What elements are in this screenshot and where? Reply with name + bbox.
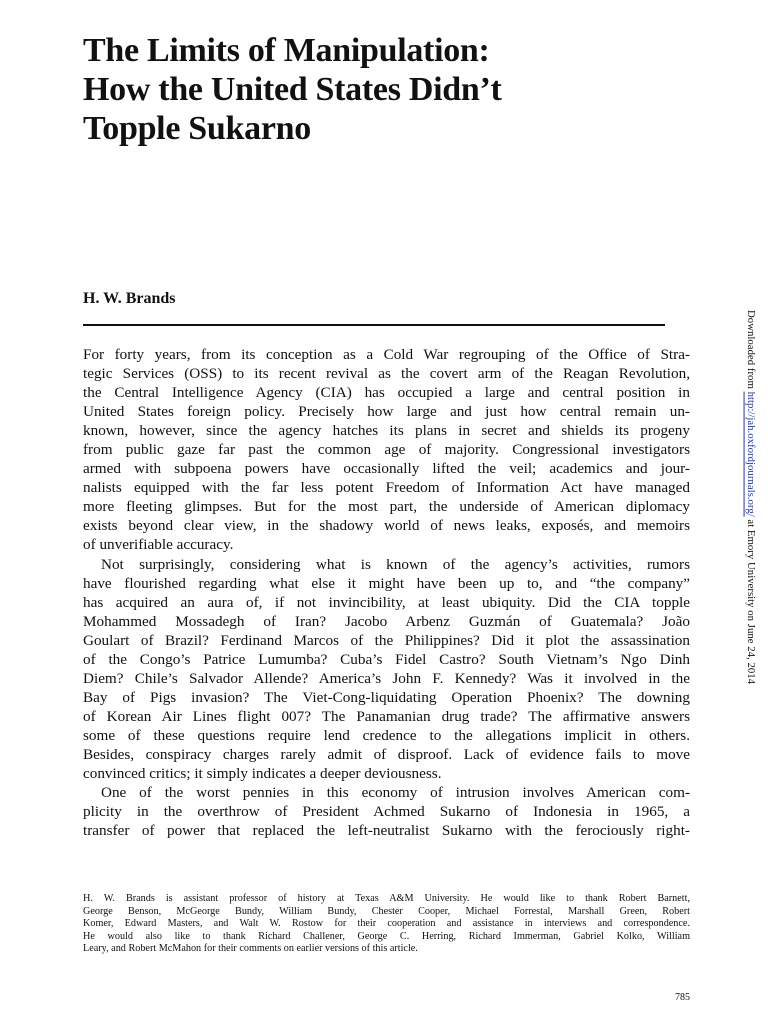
footnote-line: George Benson, McGeorge Bundy, William Bundy, Chester Cooper, Michael Forrestal, Marshall Green, Robert [83,905,690,917]
body-line: known, however, since the agency hatches its plans in secret and shields its progeny [83,422,690,440]
journal-link[interactable]: http://jah.oxfordjournals.org/ [745,391,757,517]
body-line: For forty years, from its conception as a Cold War regrouping of the Office of Stra- [83,346,690,363]
body-line: Diem? Chile’s Salvador Allende? America’s John F. Kennedy? Was it involved in the [83,669,690,687]
download-watermark [745,310,757,684]
body-line: Bay of Pigs invasion? The Viet-Cong-liquidating Operation Phoenix? The downing [83,688,690,706]
body-line: has acquired an aura of, if not invincibility, at least ubiquity. Did the CIA topple [83,593,690,611]
body-line: convinced critics; it simply indicates a deeper deviousness. [83,765,442,783]
body-line: exists beyond clear view, in the shadowy world of news leaks, exposés, and memoirs [83,517,690,535]
body-line: of unverifiable accuracy. [83,536,234,554]
body-line: transfer of power that replaced the left-neutralist Sukarno with the ferociously right- [83,822,690,840]
article-title-line-1: The Limits of Manipulation: [83,32,490,69]
body-line: Goulart of Brazil? Ferdinand Marcos of the Philippines? Did it plot the assassination [83,631,690,649]
body-line: plicity in the overthrow of President Achmed Sukarno of Indonesia in 1965, a [83,803,690,821]
body-line: from public gaze far past the common age of majority. Congressional investigators [83,441,690,459]
body-line: armed with subpoena powers have occasionally lifted the veil; academics and jour- [83,460,690,478]
body-line: of Korean Air Lines flight 007? The Panamanian drug trade? The affirmative answers [83,707,690,725]
header-rule [83,324,665,326]
body-line: United States foreign policy. Precisely how large and just how central remain un- [83,403,690,421]
article-title-line-2: How the United States Didn’t [83,71,502,108]
body-line: Mohammed Mossadegh of Iran? Jacobo Arbenz Guzmán of Guatemala? João [83,612,690,630]
body-line: the Central Intelligence Agency (CIA) has occupied a large and central position in [83,384,690,402]
author-name: H. W. Brands [83,290,176,307]
footnote-line: Komer, Edward Masters, and Walt W. Rostow for their cooperation and assistance in interviews and correspondence. [83,918,690,930]
watermark-suffix: at Emory University on June 24, 2014 [745,516,757,685]
body-line: more fleeting glimpses. But for the most part, the underside of American diplomacy [83,498,690,516]
watermark-prefix: Downloaded from [745,310,757,392]
footnote-line: H. W. Brands is assistant professor of history at Texas A&M University. He would like to thank Robert Barnett, [83,893,690,904]
body-line: of the Congo’s Patrice Lumumba? Cuba’s Fidel Castro? South Vietnam’s Ngo Dinh [83,650,690,668]
article-title [83,31,643,148]
body-line: Besides, conspiracy charges rarely admit of disproof. Lack of evidence fails to move [83,745,690,763]
body-line: nalists equipped with the far less potent Freedom of Information Act have managed [83,479,690,497]
body-line: some of these questions require lend credence to the allegations implicit in others. [83,726,690,744]
body-line: tegic Services (OSS) to its recent revival as the covert arm of the Reagan Revolution, [83,365,690,383]
body-line: One of the worst pennies in this economy of intrusion involves American com- [101,784,690,802]
footnote-line: He would also like to thank Richard Challener, George C. Herring, Richard Immerman, Gabriel Kolko, William [83,930,690,942]
page-number: 785 [675,992,690,1003]
article-title-line-3: Topple Sukarno [83,110,311,147]
footnote-line: Leary, and Robert McMahon for their comments on earlier versions of this article. [83,943,418,955]
article-body [83,345,690,840]
author-footnote [83,893,690,956]
body-line: Not surprisingly, considering what is known of the agency’s activities, rumors [101,555,690,573]
body-line: have flourished regarding what else it might have been up to, and “the company” [83,574,690,592]
